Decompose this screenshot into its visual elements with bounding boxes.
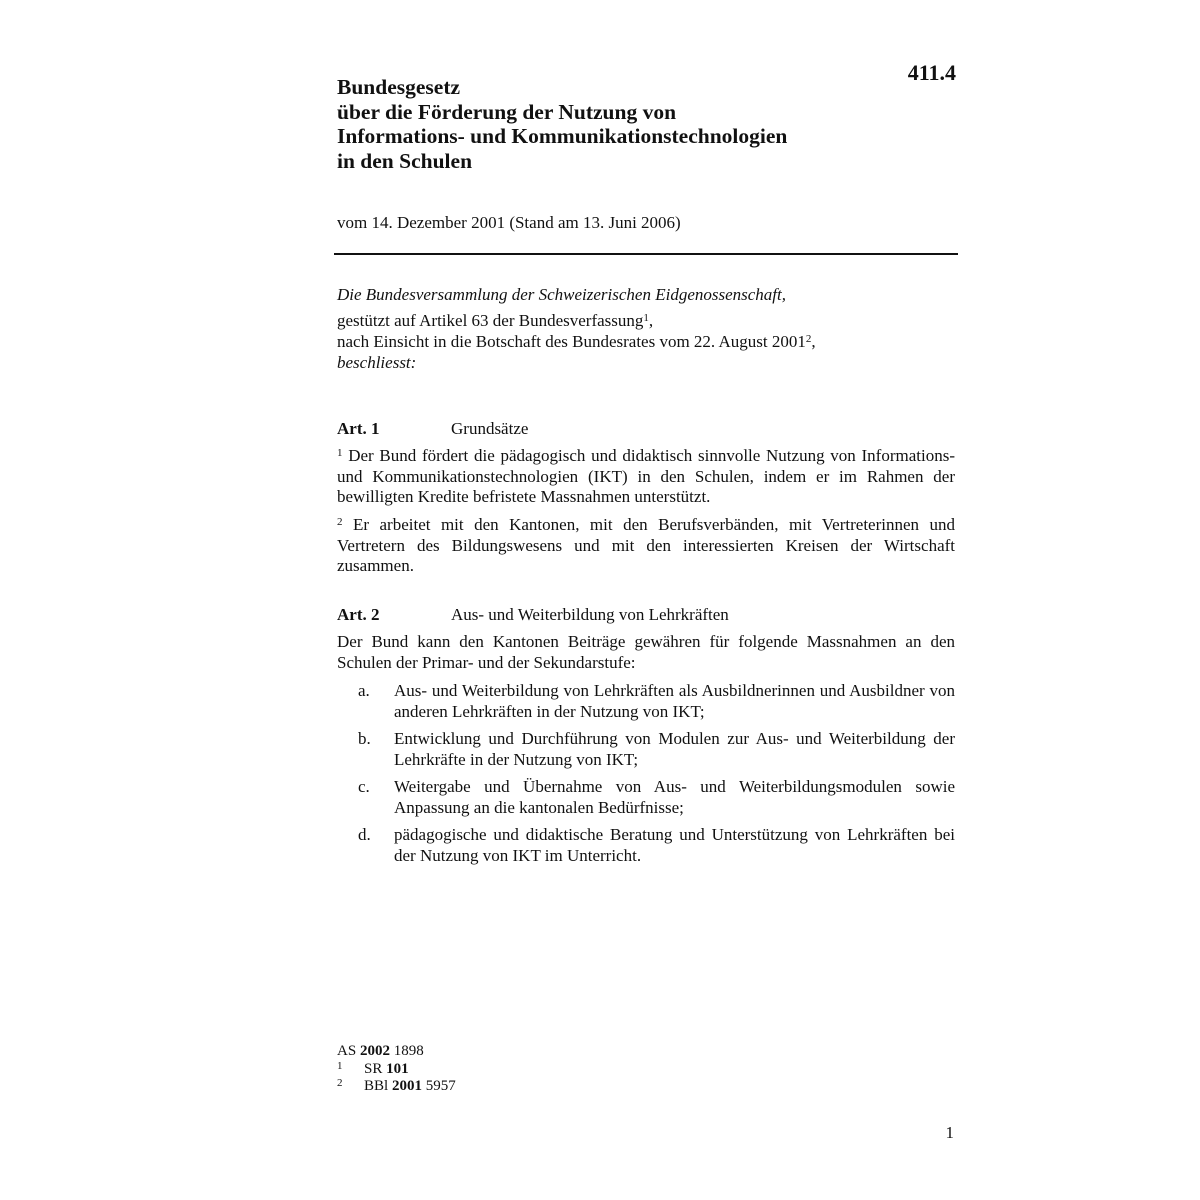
list-letter: c.	[358, 777, 370, 796]
article-number: Art. 2	[337, 605, 380, 624]
sr-number: 411.4	[907, 60, 956, 85]
list-text: Entwicklung und Durchführung von Modulen zur Aus- und Weiterbildung der Lehrkräfte in der Nutzung von IKT;	[394, 729, 955, 769]
article-2-intro: Der Bund kann den Kantonen Beiträge gewähren für folgende Massnahmen an den Schulen der Primar- und der Sekundarstufe:	[337, 632, 955, 672]
article-title: Aus- und Weiterbildung von Lehrkräften	[451, 605, 729, 624]
paragraph-mark: 2	[337, 516, 343, 528]
footnote-1: 1 SR 101	[337, 1059, 409, 1077]
article-2-heading	[337, 604, 729, 626]
preamble-basis	[337, 310, 957, 331]
preamble	[337, 284, 957, 373]
official-collection-ref: AS 2002 1898	[337, 1043, 424, 1059]
law-title	[337, 75, 897, 173]
paragraph-text: Er arbeitet mit den Kantonen, mit den Berufsverbänden, mit Vertreterinnen und Vertretern des Bildungswesens und mit den interessierten Kreisen der Wirtschaft zusammen.	[337, 515, 955, 575]
list-item	[337, 777, 955, 818]
page-number: 1	[945, 1123, 954, 1142]
paragraph-text: Der Bund fördert die pädagogisch und didaktisch sinnvolle Nutzung von Informations- und Kommunikationstechnologien (IKT) in den Schulen, indem er im Rahmen der bewilligten Kredite befristete Massnahmen unterstützt.	[337, 446, 955, 506]
title-line: Bundesgesetz	[337, 75, 461, 99]
list-letter: d.	[358, 825, 371, 844]
title-line: Informations- und Kommunikationstechnologien	[337, 124, 788, 148]
list-item	[337, 729, 955, 770]
preamble-message	[337, 331, 957, 352]
footnote-2: 2 BBl 2001 5957	[337, 1077, 456, 1094]
article-title: Grundsätze	[451, 419, 529, 438]
list-letter: b.	[358, 729, 371, 748]
preamble-authority: Die Bundesversammlung der Schweizerischen Eidgenossenschaft,	[337, 285, 786, 304]
list-text: Aus- und Weiterbildung von Lehrkräften als Ausbildnerinnen und Ausbildner von anderen Lehrkräften in der Nutzung von IKT;	[394, 681, 955, 721]
list-item	[337, 681, 955, 722]
title-line: in den Schulen	[337, 148, 473, 173]
article-1-heading	[337, 418, 528, 440]
preamble-basis-end: ,	[648, 311, 654, 330]
article-1-paragraph-1	[337, 446, 955, 508]
footnote-ref[interactable]: 2	[805, 333, 812, 345]
list-text: pädagogische und didaktische Beratung und Unterstützung von Lehrkräften bei der Nutzung von IKT im Unterricht.	[394, 825, 955, 865]
preamble-decision: beschliesst:	[337, 353, 417, 372]
paragraph-mark: 1	[337, 447, 343, 459]
footnote-ref[interactable]: 1	[643, 312, 649, 324]
header-divider	[334, 253, 958, 255]
preamble-basis-text: gestützt auf Artikel 63 der Bundesverfassung	[337, 311, 644, 330]
preamble-message-text: nach Einsicht in die Botschaft des Bundesrates vom 22. August 2001	[337, 332, 806, 351]
footnotes	[337, 1043, 456, 1096]
list-item	[337, 825, 955, 866]
article-number: Art. 1	[337, 419, 380, 438]
list-text: Weitergabe und Übernahme von Aus- und Weiterbildungsmodulen sowie Anpassung an die kantonalen Bedürfnisse;	[394, 777, 955, 817]
article-1-paragraph-2	[337, 515, 955, 577]
preamble-message-end: ,	[811, 332, 816, 351]
title-line: über die Förderung der Nutzung von	[337, 99, 677, 124]
list-letter: a.	[358, 681, 370, 700]
date-line: vom 14. Dezember 2001 (Stand am 13. Juni 2006)	[337, 213, 681, 232]
